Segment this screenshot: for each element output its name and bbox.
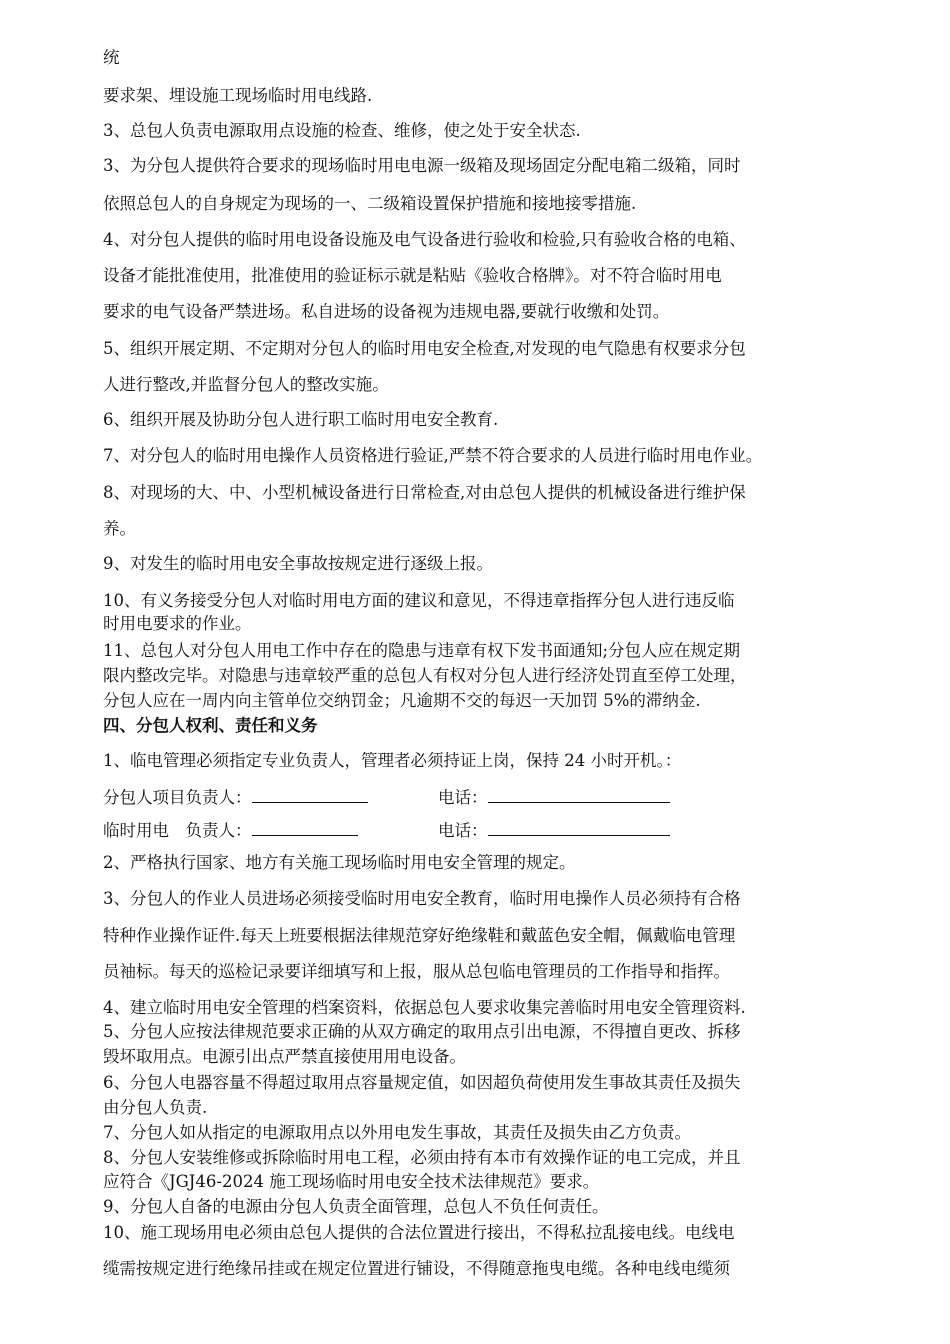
text-line: 9、对发生的临时用电安全事故按规定进行逐级上报。 — [103, 554, 493, 573]
text-line: 4、对分包人提供的临时用电设备设施及电气设备进行验收和检验,只有验收合格的电箱、 — [103, 230, 746, 249]
contact-row-electric-lead — [103, 819, 358, 841]
text-line: 要求架、埋设施工现场临时用电线路. — [103, 86, 373, 105]
text-line: 养。 — [103, 519, 136, 538]
project-lead-label: 分包人项目负责人： — [103, 788, 252, 807]
text-line: 由分包人负责. — [103, 1098, 208, 1117]
text-line: 2、严格执行国家、地方有关施工现场临时用电安全管理的规定。 — [103, 853, 576, 872]
text-line: 毁坏取用点。电源引出点严禁直接使用用电设备。 — [103, 1047, 466, 1066]
electric-lead-label: 临时用电 负责人： — [103, 821, 252, 840]
contact-row-electric-phone — [438, 819, 670, 841]
text-line: 应符合《JGJ46-2024 施工现场临时用电安全技术法律规范》要求。 — [103, 1172, 600, 1191]
phone-label: 电话： — [438, 788, 488, 807]
text-line: 4、建立临时用电安全管理的档案资料，依据总包人要求收集完善临时用电安全管理资料. — [103, 998, 746, 1017]
text-line: 7、对分包人的临时用电操作人员资格进行验证,严禁不符合要求的人员进行临时用电作业。 — [103, 446, 763, 465]
text-line: 8、分包人安装维修或拆除临时用电工程，必须由持有本市有效操作证的电工完成，并且 — [103, 1148, 741, 1167]
project-lead-blank[interactable] — [252, 786, 368, 803]
text-line: 7、分包人如从指定的电源取用点以外用电发生事故，其责任及损失由乙方负责。 — [103, 1123, 691, 1142]
text-line: 人进行整改,并监督分包人的整改实施。 — [103, 375, 389, 394]
phone-blank[interactable] — [488, 819, 670, 836]
text-line: 6、分包人电器容量不得超过取用点容量规定值，如因超负荷使用发生事故其责任及损失 — [103, 1073, 741, 1092]
text-line: 8、对现场的大、中、小型机械设备进行日常检查,对由总包人提供的机械设备进行维护保 — [103, 483, 746, 502]
phone-blank[interactable] — [488, 786, 670, 803]
text-line: 限内整改完毕。对隐患与违章较严重的总包人有权对分包人进行经济处罚直至停工处理， — [103, 666, 747, 685]
contact-row-project-lead — [103, 786, 368, 808]
text-line: 5、分包人应按法律规范要求正确的从双方确定的取用点引出电源，不得擅自更改、拆移 — [103, 1022, 741, 1041]
text-line: 分包人应在一周内向主管单位交纳罚金；凡逾期不交的每迟一天加罚 5%的滞纳金. — [103, 691, 701, 710]
text-line: 11、总包人对分包人用电工作中存在的隐患与违章有权下发书面通知;分包人应在规定期 — [103, 641, 741, 660]
text-line: 时用电要求的作业。 — [103, 614, 252, 633]
text-line: 统 — [103, 48, 120, 67]
text-line: 3、为分包人提供符合要求的现场临时用电电源一级箱及现场固定分配电箱二级箱，同时 — [103, 156, 741, 175]
text-line: 5、组织开展定期、不定期对分包人的临时用电安全检查,对发现的电气隐患有权要求分包 — [103, 339, 746, 358]
text-line: 员袖标。每天的巡检记录要详细填写和上报，服从总包临电管理员的工作指导和指挥。 — [103, 962, 730, 981]
phone-label: 电话： — [438, 821, 488, 840]
text-line: 1、临电管理必须指定专业负责人，管理者必须持证上岗，保持 24 小时开机。： — [103, 751, 682, 770]
text-line: 6、组织开展及协助分包人进行职工临时用电安全教育. — [103, 410, 499, 429]
text-line: 设备才能批准使用，批准使用的验证标示就是粘贴《验收合格牌》。对不符合临时用电 — [103, 266, 722, 285]
text-line: 要求的电气设备严禁进场。私自进场的设备视为违规电器,要就行收缴和处罚。 — [103, 302, 670, 321]
section-heading: 四、分包人权利、责任和义务 — [103, 716, 318, 735]
text-line: 9、分包人自备的电源由分包人负责全面管理，总包人不负任何责任。 — [103, 1197, 609, 1216]
text-line: 10、施工现场用电必须由总包人提供的合法位置进行接出，不得私拉乱接电线。电线电 — [103, 1223, 735, 1242]
text-line: 3、总包人负责电源取用点设施的检查、维修，使之处于安全状态. — [103, 121, 581, 140]
text-line: 10、有义务接受分包人对临时用电方面的建议和意见，不得违章指挥分包人进行违反临 — [103, 591, 735, 610]
text-line: 3、分包人的作业人员进场必须接受临时用电安全教育，临时用电操作人员必须持有合格 — [103, 889, 741, 908]
electric-lead-blank[interactable] — [252, 819, 358, 836]
text-line: 依照总包人的自身规定为现场的一、二级箱设置保护措施和接地接零措施. — [103, 194, 637, 213]
text-line: 特种作业操作证件.每天上班要根据法律规范穿好绝缘鞋和戴蓝色安全帽，佩戴临电管理 — [103, 926, 736, 945]
text-line: 缆需按规定进行绝缘吊挂或在规定位置进行铺设，不得随意拖曳电缆。各种电线电缆须 — [103, 1259, 730, 1278]
contact-row-project-phone — [438, 786, 670, 808]
